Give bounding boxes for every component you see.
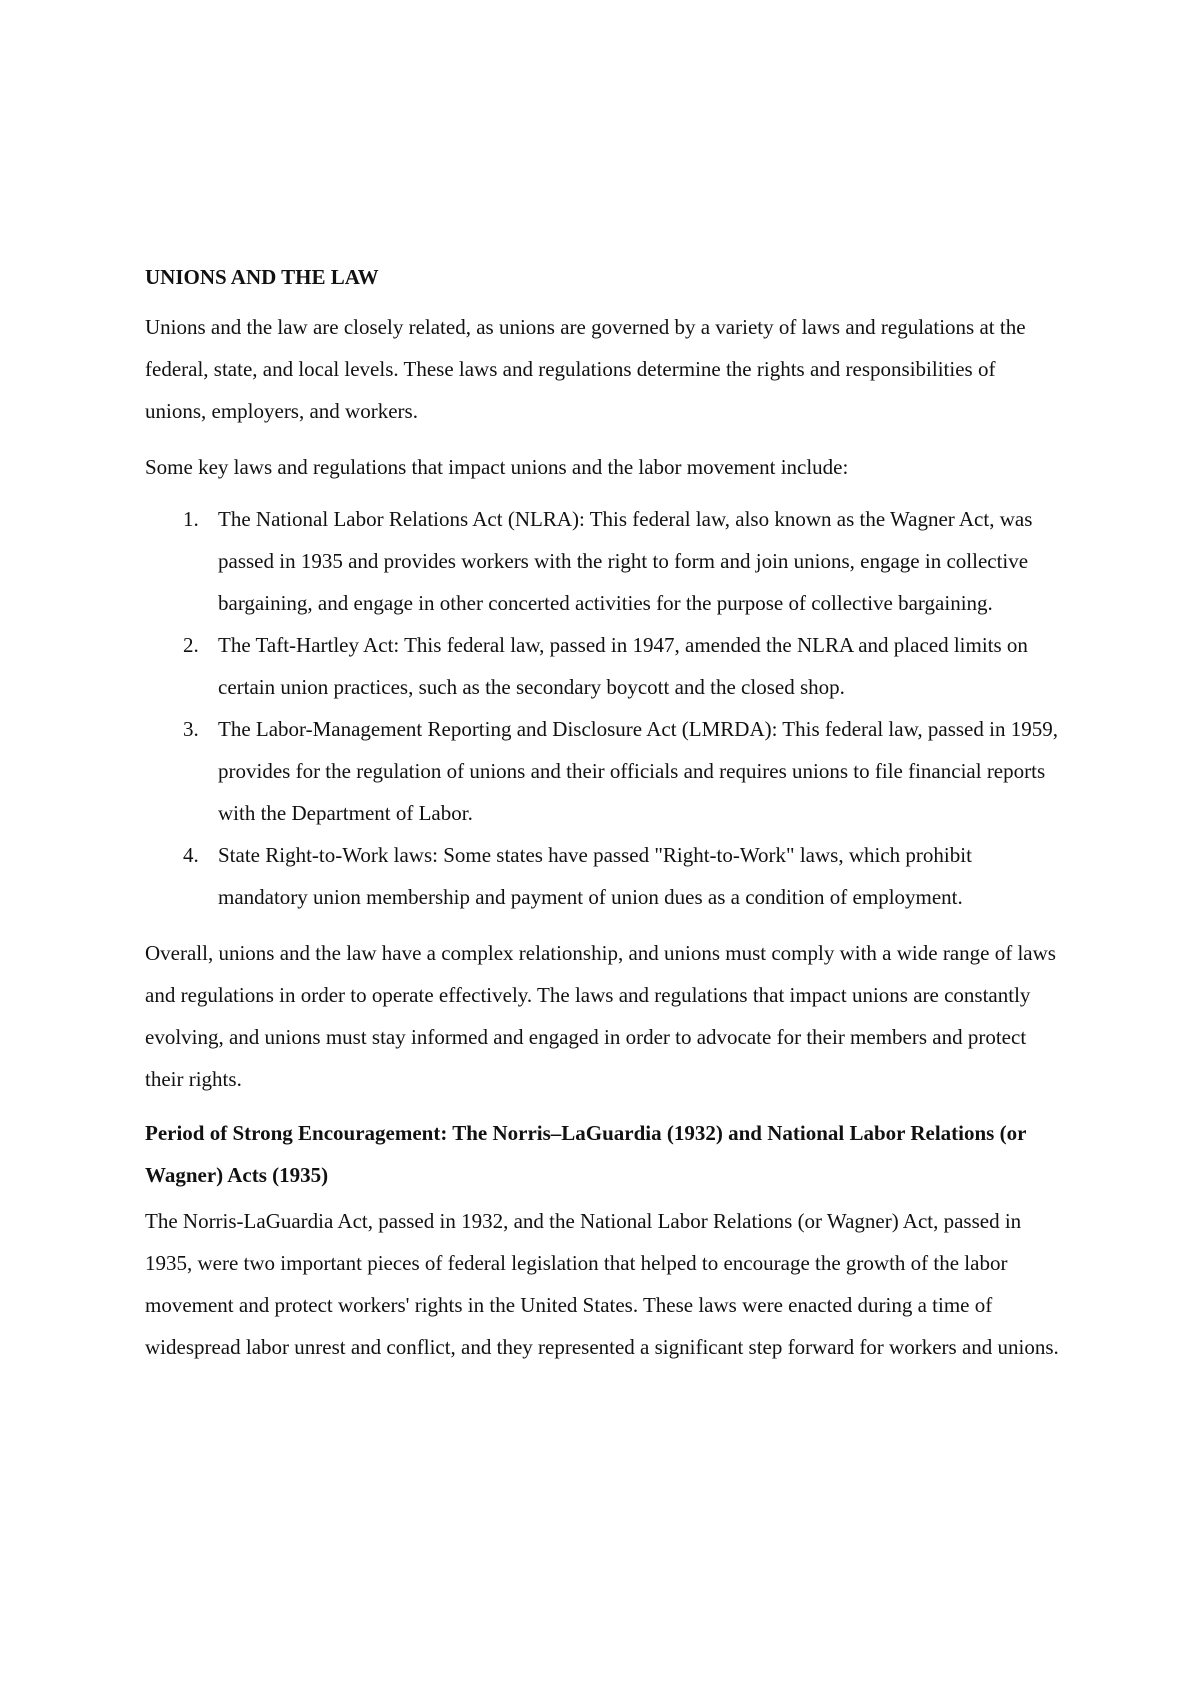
- list-item-text: The Taft-Hartley Act: This federal law, passed in 1947, amended the NLRA and placed limits on certain union practices, such as the secondary boycott and the closed shop.: [218, 633, 1028, 699]
- conclusion-paragraph: Overall, unions and the law have a complex relationship, and unions must comply with a wide range of laws and regulations in order to operate effectively. The laws and regulations that impact unions are constantly evolving, and unions must stay informed and engaged in order to advocate for their members and protect their rights.: [145, 941, 1056, 1091]
- section-heading: Period of Strong Encouragement: The Norris–LaGuardia (1932) and National Labor Relations (or Wagner) Acts (1935): [145, 1121, 1027, 1187]
- list-item: [145, 834, 1060, 918]
- list-item-text: The Labor-Management Reporting and Disclosure Act (LMRDA): This federal law, passed in 1959, provides for the regulation of unions and their officials and requires unions to file financial reports with the Department of Labor.: [218, 717, 1058, 825]
- list-item-text: The National Labor Relations Act (NLRA): This federal law, also known as the Wagner Act, was passed in 1935 and provides workers with the right to form and join unions, engage in collective bargaining, and engage in other concerted activities for the purpose of collective bargaining.: [218, 507, 1033, 615]
- laws-list: [145, 498, 1060, 918]
- document-body: [145, 262, 1060, 1368]
- list-item-number: 4.: [183, 843, 199, 867]
- section-paragraph: The Norris-LaGuardia Act, passed in 1932, and the National Labor Relations (or Wagner) Act, passed in 1935, were two important pieces of federal legislation that helped to encourage the growth of the labor movement and protect workers' rights in the United States. These laws were enacted during a time of widespread labor unrest and conflict, and they represented a significant step forward for workers and unions.: [145, 1209, 1059, 1359]
- list-item-number: 1.: [183, 507, 199, 531]
- intro-paragraph: Unions and the law are closely related, as unions are governed by a variety of laws and regulations at the federal, state, and local levels. These laws and regulations determine the rights and responsibilities of unions, employers, and workers.: [145, 315, 1026, 423]
- list-item: [145, 498, 1060, 624]
- list-item: [145, 708, 1060, 834]
- list-item-number: 3.: [183, 717, 199, 741]
- document-title: UNIONS AND THE LAW: [145, 265, 379, 289]
- list-intro-paragraph: Some key laws and regulations that impact unions and the labor movement include:: [145, 455, 849, 479]
- list-item-text: State Right-to-Work laws: Some states have passed "Right-to-Work" laws, which prohibit mandatory union membership and payment of union dues as a condition of employment.: [218, 843, 972, 909]
- list-item-number: 2.: [183, 633, 199, 657]
- list-item: [145, 624, 1060, 708]
